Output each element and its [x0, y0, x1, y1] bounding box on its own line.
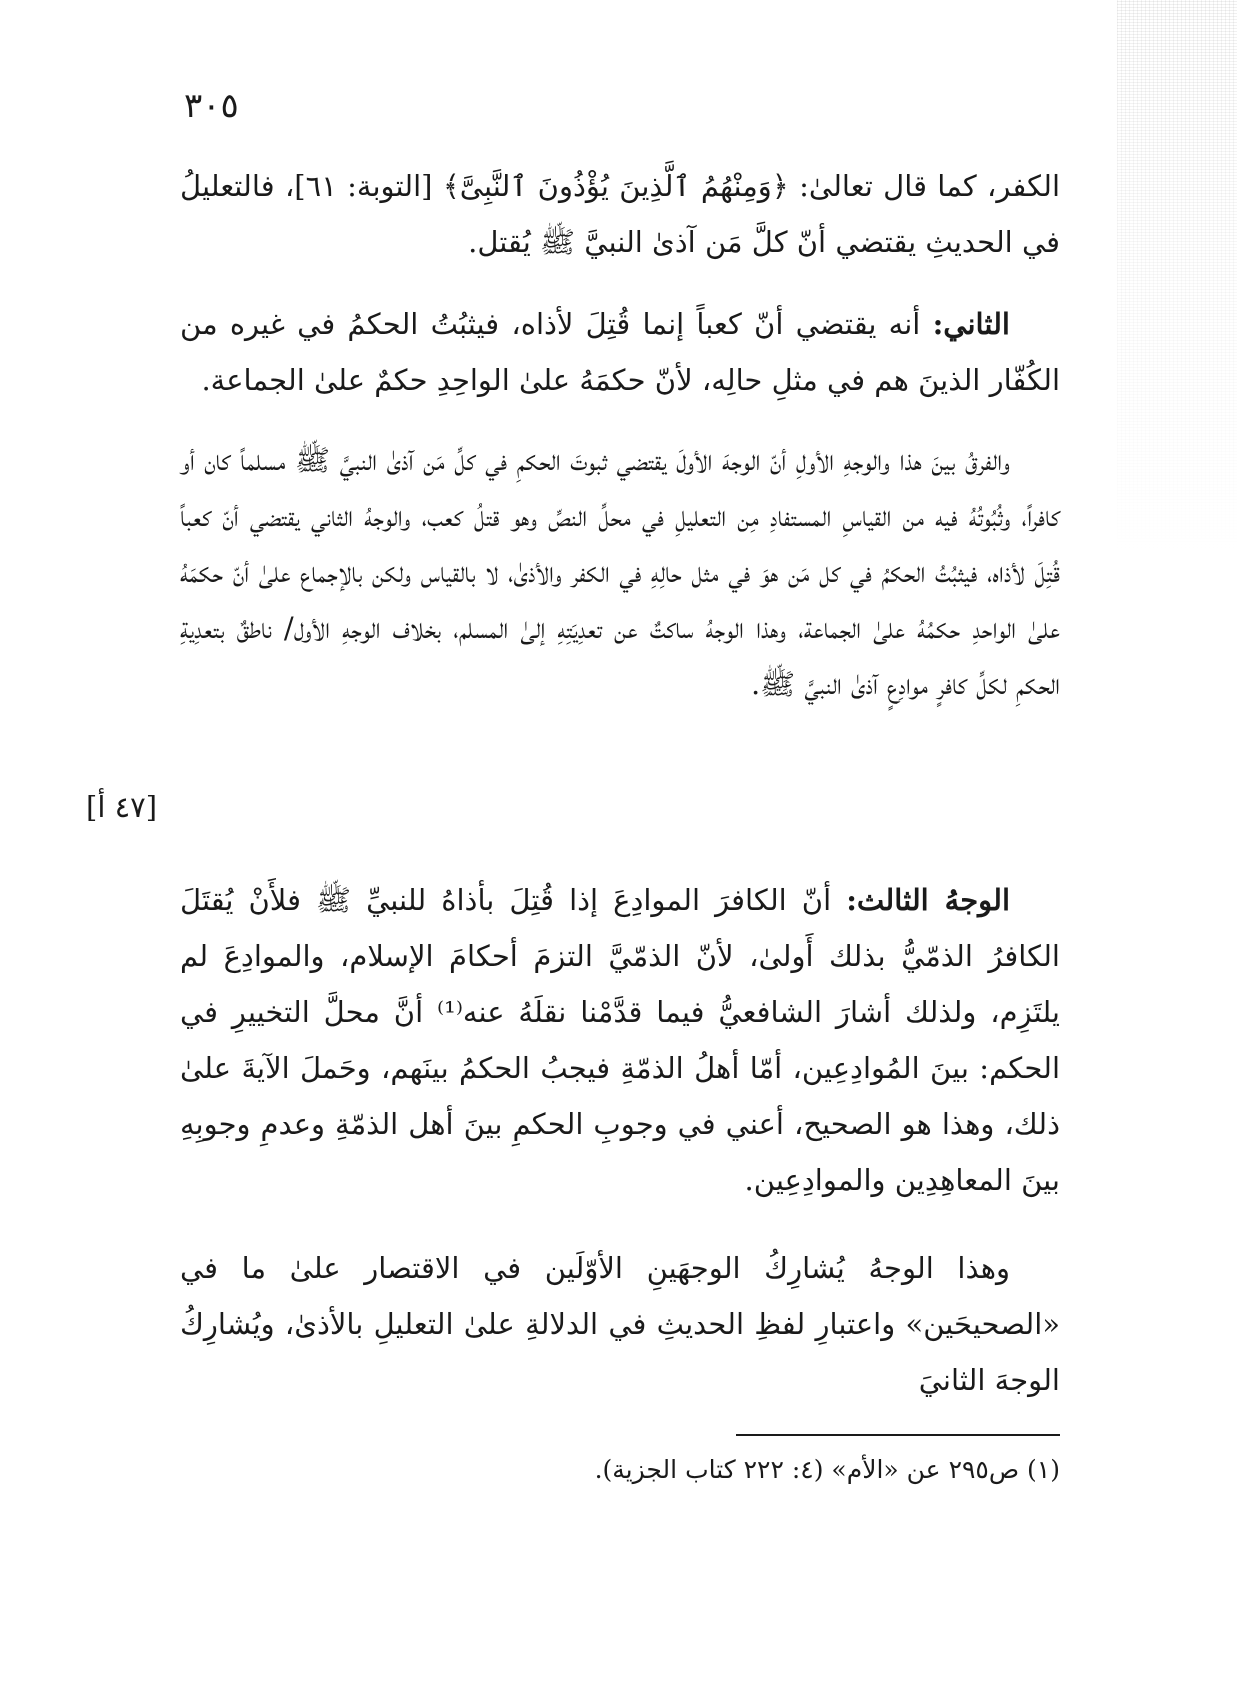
footnote-separator	[736, 1434, 1060, 1436]
manuscript-folio-note: [٤٧ أ]	[86, 790, 158, 824]
scan-noise	[1117, 0, 1237, 560]
paragraph-4	[180, 872, 1060, 1208]
paragraph-4-lead: الوجهُ الثالث:	[846, 883, 1011, 917]
paragraph-5-text: وهذا الوجهُ يُشارِكُ الوجهَينِ الأوّلَين في الاقتصار علىٰ ما في «الصحيحَين» واعتبارِ لفظِ الحديثِ في الدلالةِ علىٰ التعليلِ بالأذىٰ، ويُشارِكُ الوجهَ الثانيَ	[180, 1251, 1060, 1397]
page-number: ٣٠٥	[184, 86, 239, 126]
paragraph-2	[180, 296, 1060, 408]
paragraph-3	[180, 432, 1060, 712]
paragraph-4-text: أنّ الكافرَ الموادِعَ إذا قُتِلَ بأذاهُ للنبيِّ ﷺ فلأَنْ يُقتَلَ الكافرُ الذمّيُّ بذلك أَولىٰ، لأنّ الذمّيَّ التزمَ أحكامَ الإسلام، والموادِعَ لم يلتَزِم، ولذلك أشارَ الشافعيُّ فيما قدَّمْنا نقلَهُ عنه⁽¹⁾ أنَّ محلَّ التخييرِ في الحكم: بينَ المُوادِعِين، أمّا أهلُ الذمّةِ فيجبُ الحكمُ بينَهم، وحَملَ الآيةَ علىٰ ذلك، وهذا هو الصحيح، أعني في وجوبِ الحكمِ بينَ أهل الذمّةِ وعدمِ وجوبِهِ بينَ المعاهِدِين والموادِعِين.	[180, 883, 1060, 1197]
footnote-1: (١) ص٢٩٥ عن «الأم» (٤: ٢٢٢ كتاب الجزية).	[594, 1455, 1060, 1484]
paragraph-2-lead: الثاني:	[932, 307, 1010, 341]
paragraph-2-text: أنه يقتضي أنّ كعباً إنما قُتِلَ لأذاه، فيثبُتُ الحكمُ في غيره من الكُفّار الذينَ هم في مثلِ حالِه، لأنّ حكمَهُ علىٰ الواحِدِ حكمٌ علىٰ الجماعة.	[180, 307, 1060, 397]
paragraph-3-text: والفرقُ بينَ هذا والوجهِ الأولِ أنّ الوجهَ الأولَ يقتضي ثبوتَ الحكمِ في كلِّ مَن آذىٰ النبيَّ ﷺ مسلماً كان أو كافراً، وثُبُوتُهُ فيه من القياسِ المستفادِ مِن التعليلِ في محلِّ النصِّ وهو قتلُ كعب، والوجهُ الثاني يقتضي أنّ كعباً قُتِلَ لأذاه، فيثبُتُ الحكمُ في كل مَن هوَ في مثل حالِهِ في الكفر والأذىٰ، لا بالقياس ولكن بالإجماع علىٰ أنّ حكمَهُ علىٰ الواحدِ حكمُهُ علىٰ الجماعة، وهذا الوجهُ ساكتٌ عن تعدِيَتِهِ إلىٰ المسلم، بخلاف الوجهِ الأول/ ناطقٌ بتعدِيةِ الحكمِ لكلِّ كافرٍ موادِعٍ آذىٰ النبيَّ ﷺ.	[180, 443, 1060, 701]
paragraph-1-text: الكفر، كما قال تعالىٰ: ﴿وَمِنْهُمُ ٱلَّذِينَ يُؤْذُونَ ٱلنَّبِىَّ﴾ [التوبة: ٦١]، فالتعليلُ في الحديثِ يقتضي أنّ كلَّ مَن آذىٰ النبيَّ ﷺ يُقتل.	[180, 169, 1060, 259]
paragraph-5	[180, 1240, 1060, 1408]
paragraph-1	[180, 158, 1060, 270]
